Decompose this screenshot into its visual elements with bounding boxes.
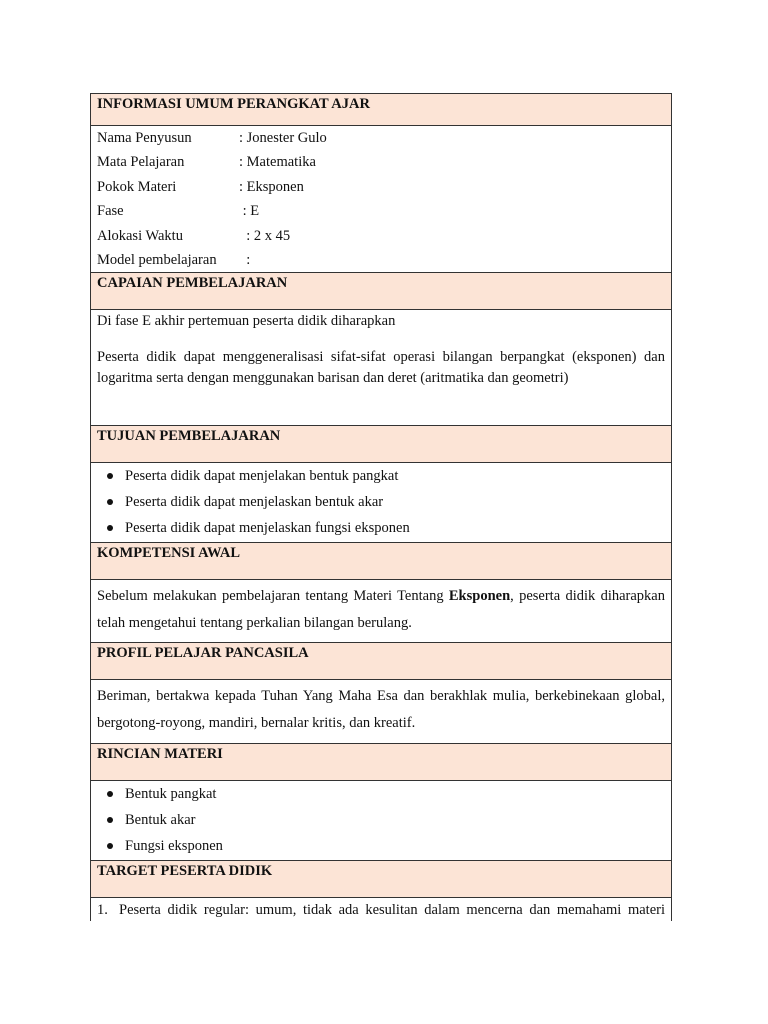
- info-value: : Matematika: [239, 154, 316, 171]
- list-item: Peserta didik dapat menjelakan bentuk pangkat: [97, 463, 665, 489]
- target-body: [90, 897, 672, 921]
- info-value: : 2 x 45: [239, 227, 291, 244]
- section-heading-target: TARGET PESERTA DIDIK: [90, 860, 672, 897]
- bullet-icon: [107, 499, 113, 505]
- info-row-nama-penyusun: [97, 126, 665, 151]
- target-item-text: Peserta didik regular: umum, tidak ada kesulitan dalam mencerna dan memahami materi: [119, 902, 665, 918]
- info-row-model-pembelajaran: [97, 249, 665, 274]
- info-row-mata-pelajaran: [97, 151, 665, 176]
- info-key: Pokok Materi: [97, 178, 177, 195]
- info-value: : E: [239, 203, 260, 220]
- capaian-intro: Di fase E akhir pertemuan peserta didik diharapkan: [97, 313, 396, 329]
- list-item: Peserta didik dapat menjelaskan fungsi eksponen: [97, 515, 665, 541]
- tujuan-body: [90, 462, 672, 542]
- bullet-icon: [107, 843, 113, 849]
- section-heading-profil: PROFIL PELAJAR PANCASILA: [90, 642, 672, 679]
- rincian-list: [97, 781, 665, 859]
- info-value: : Jonester Gulo: [239, 129, 327, 146]
- kompetensi-text: Sebelum melakukan pembelajaran tentang Materi Tentang Eksponen, peserta didik diharapkan telah mengetahui tentang perkalian bilangan berulang.: [97, 588, 665, 631]
- info-row-fase: [97, 200, 665, 225]
- profil-body: [90, 679, 672, 743]
- section-heading-kompetensi: KOMPETENSI AWAL: [90, 542, 672, 579]
- capaian-paragraph: Peserta didik dapat menggeneralisasi sifat-sifat operasi bilangan berpangkat (eksponen) dan logaritma serta dengan menggunakan barisan dan deret (aritmatika dan geometri): [97, 349, 665, 386]
- teaching-module-table: [90, 93, 672, 921]
- info-row-alokasi-waktu: [97, 224, 665, 249]
- info-key: Nama Penyusun: [97, 129, 192, 146]
- info-row-pokok-materi: [97, 175, 665, 200]
- section-heading-capaian: CAPAIAN PEMBELAJARAN: [90, 272, 672, 309]
- list-item: Bentuk pangkat: [97, 781, 665, 807]
- bullet-icon: [107, 817, 113, 823]
- info-key: Model pembelajaran: [97, 252, 217, 269]
- kompetensi-body: [90, 579, 672, 642]
- bullet-icon: [107, 525, 113, 531]
- section-heading-tujuan: TUJUAN PEMBELAJARAN: [90, 425, 672, 462]
- rincian-body: [90, 780, 672, 860]
- list-item: Peserta didik dapat menjelaskan bentuk akar: [97, 489, 665, 515]
- bullet-icon: [107, 473, 113, 479]
- list-item: Bentuk akar: [97, 807, 665, 833]
- list-item: Fungsi eksponen: [97, 833, 665, 859]
- info-key: Mata Pelajaran: [97, 154, 185, 171]
- info-value: : Eksponen: [239, 178, 304, 195]
- bullet-icon: [107, 791, 113, 797]
- info-value: :: [239, 252, 251, 269]
- informasi-umum-body: [90, 125, 672, 272]
- capaian-body: [90, 309, 672, 425]
- section-heading-rincian: RINCIAN MATERI: [90, 743, 672, 780]
- info-key: Alokasi Waktu: [97, 227, 183, 244]
- section-heading-informasi-umum: INFORMASI UMUM PERANGKAT AJAR: [90, 93, 672, 125]
- target-item: [97, 901, 665, 919]
- info-key: Fase: [97, 203, 124, 220]
- profil-text: Beriman, bertakwa kepada Tuhan Yang Maha Esa dan berakhlak mulia, berkebinekaan global, bergotong-royong, mandiri, bernalar kritis, dan kreatif.: [97, 688, 665, 731]
- tujuan-list: [97, 463, 665, 541]
- target-item-number: 1.: [97, 902, 108, 918]
